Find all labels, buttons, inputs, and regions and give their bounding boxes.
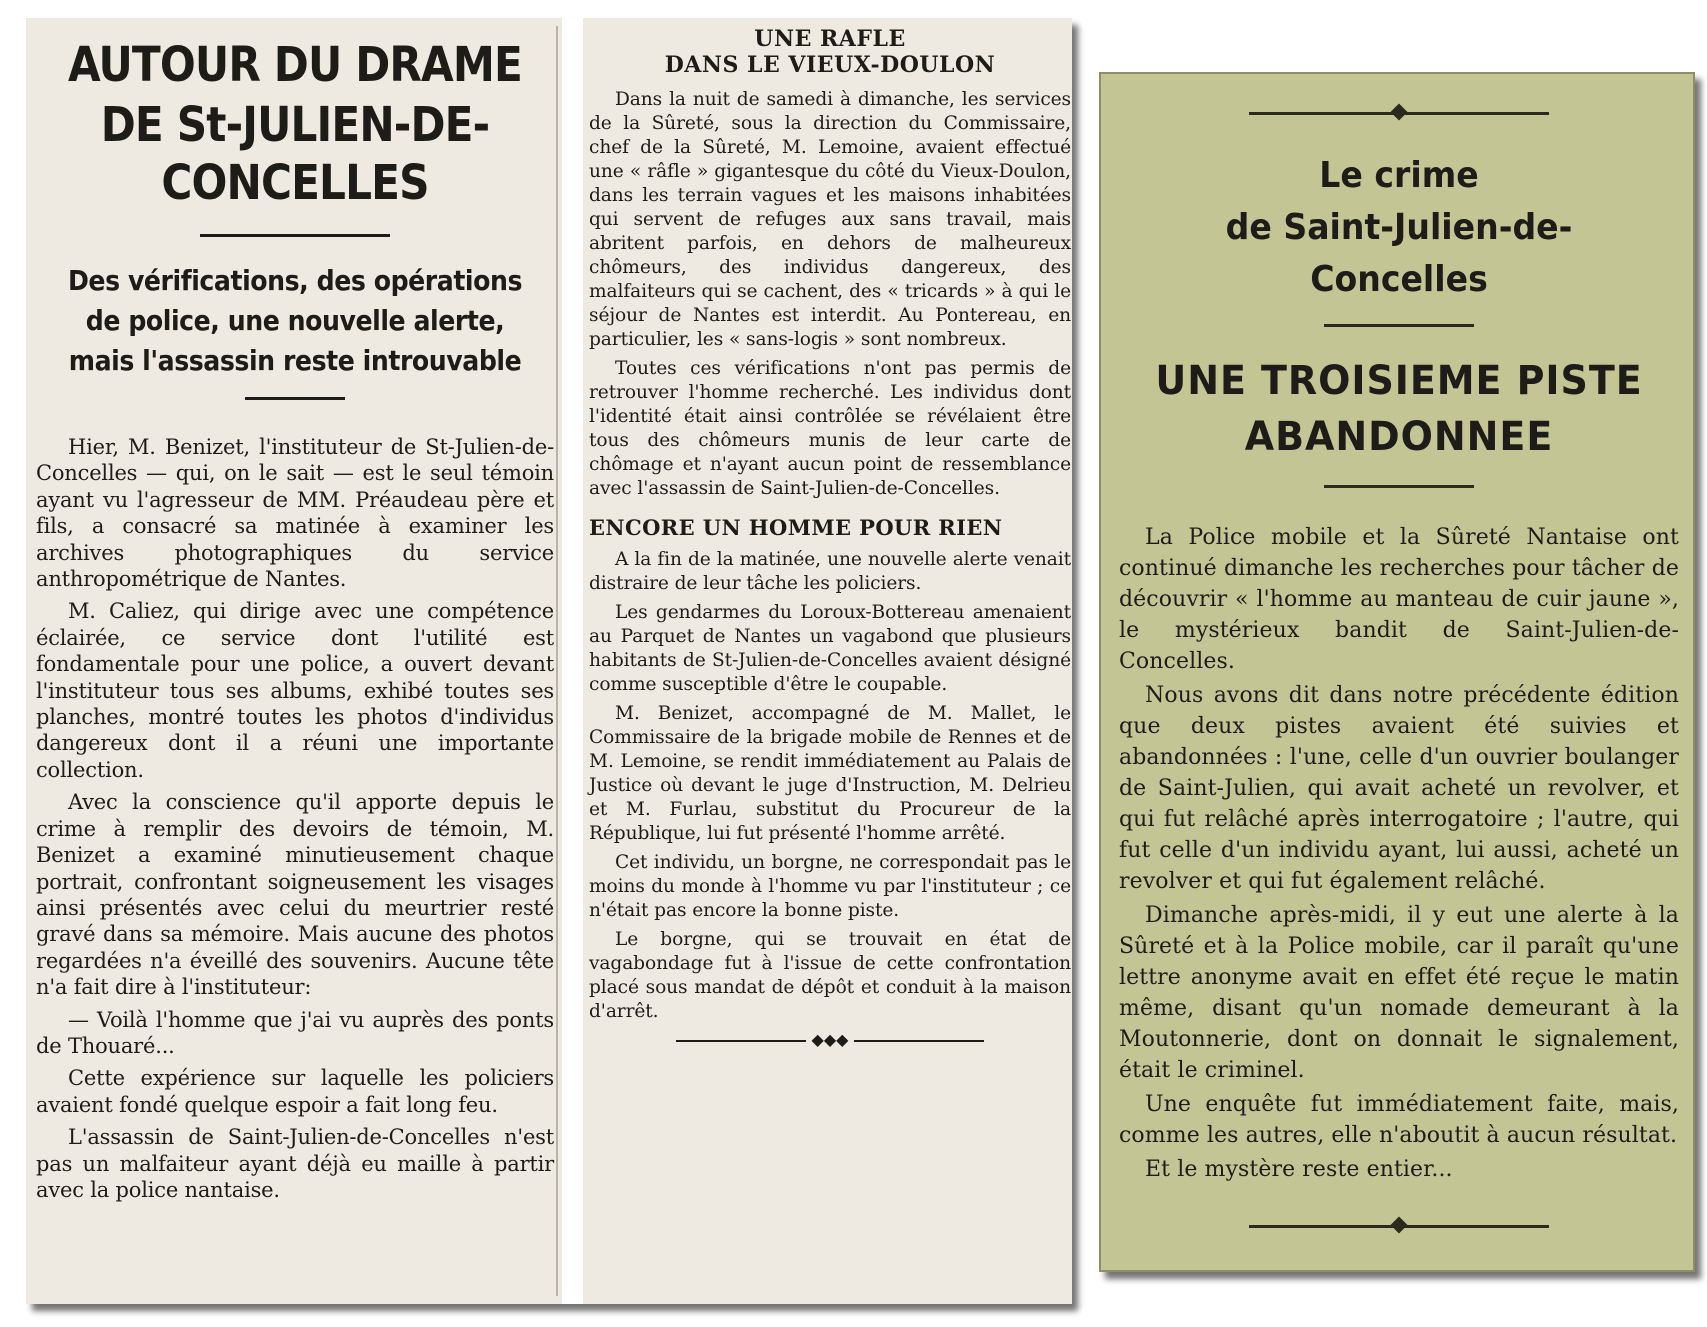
column-gap (562, 18, 583, 1304)
article2-title-line1: UNE RAFLE (754, 26, 906, 52)
article3-paragraph: Dimanche après-midi, il y eut une alerte à la Sûreté et à la Police mobile, car il paraît qu'une lettre anonyme avait en effet été reçue le matin même, disant qu'un nomade demeurant à la Moutonnerie, dont on donnait le signalement, était le criminel. (1119, 903, 1679, 1083)
article2-subhead: ENCORE UN HOMME POUR RIEN (589, 515, 1003, 540)
article2-paragraph: Toutes ces vérifications n'ont pas permis de retrouver l'homme recherché. Les individus dont l'identité était ainsi contrôlée se révélaient être tous des chômeurs munis de leur carte de chômage et n'ayant aucun point de ressemblance avec l'assassin de Saint-Julien-de-Concelles. (589, 358, 1071, 499)
subtitle-rule (245, 397, 345, 400)
end-ornament: ◆◆◆ (589, 1030, 1071, 1049)
article1-subtitle-line3: mais l'assassin reste introuvable (68, 344, 522, 377)
article1-subtitle-line2: de police, une nouvelle alerte, (85, 304, 505, 337)
article2-paragraph: Les gendarmes du Loroux-Bottereau amenaient au Parquet de Nantes un vagabond que plusieurs habitants de St-Julien-de-Concelles avaient désigné comme susceptible d'être le coupable. (589, 602, 1071, 695)
clipping-left (26, 18, 1072, 1304)
article-autour-du-drame (36, 28, 554, 1209)
clipping-right (1099, 72, 1695, 1272)
article2-paragraph: M. Benizet, accompagné de M. Mallet, le Commissaire de la brigade mobile de Rennes et de M. Lemoine, se rendit immédiatement au Palais de Justice où devant le juge d'Instruction, M. Delrieu et M. Furlau, substitut du Procureur de la République, lui fut présenté l'homme arrêté. (589, 703, 1071, 844)
bottom-ornament-rule (1249, 1219, 1549, 1233)
title-rule (1324, 324, 1474, 327)
article2-paragraph: Le borgne, qui se trouvait en état de vagabondage fut à l'issue de cette confrontation placé sous mandat de dépôt et conduit à la maison d'arrêt. (589, 929, 1071, 1022)
article3-headline-line1: UNE TROISIEME PISTE (1155, 358, 1643, 404)
article3-paragraph: La Police mobile et la Sûreté Nantaise ont continué dimanche les recherches pour tâcher de découvrir « l'homme au manteau de cuir jaune », le mystérieux bandit de Saint-Julien-de-Concelles. (1119, 525, 1679, 674)
article3-paragraph: Une enquête fut immédiatement faite, mais, comme les autres, elle n'aboutit à aucun résultat. (1119, 1092, 1679, 1148)
article2-paragraph: Dans la nuit de samedi à dimanche, les services de la Sûreté, sous la direction du Commissaire, chef de la Sûreté, M. Lemoine, avaient effectué une « râfle » gigantesque du côté du Vieux-Doulon, dans les terrain vagues et les maisons inhabitées qui servent de refuges aux sans travail, mais abritent parfois, en dehors de malheureux chômeurs, des individus dangereux, des malfaiteurs qui se cachent, des « tricards » à qui le séjour de Nantes est interdit. Au Pontereau, en particulier, les « sans-logis » sont nombreux. (589, 89, 1071, 350)
article3-headline-line2: ABANDONNEE (1244, 414, 1554, 460)
article1-paragraph: Cette expérience sur laquelle les policiers avaient fondé quelque espoir a fait long feu. (36, 1066, 554, 1117)
top-ornament-rule (1249, 106, 1549, 120)
article1-paragraph: — Voilà l'homme que j'ai vu auprès des ponts de Thouaré... (36, 1007, 554, 1058)
article1-paragraph: M. Caliez, qui dirige avec une compétence éclairée, ce service dont l'utilité est fondamentale pour une police, a ouvert devant l'instituteur tous ses albums, exhibé toutes ses planches, montré toutes les photos d'individus dangereux dont il a réuni une importante collection. (36, 599, 554, 782)
article-une-rafle (589, 26, 1071, 1049)
article3-title-line1: Le crime (1319, 155, 1479, 196)
article2-paragraph: Cet individu, un borgne, ne correspondait pas le moins du monde à l'homme vu par l'instituteur ; ce n'était pas encore la bonne piste. (589, 852, 1071, 921)
article1-paragraph: L'assassin de Saint-Julien-de-Concelles n'est pas un malfaiteur ayant déjà eu maille à partir avec la police nantaise. (36, 1125, 554, 1202)
article1-subtitle-line1: Des vérifications, des opérations (67, 264, 523, 297)
article1-paragraph: Avec la conscience qu'il apporte depuis le crime à remplir des devoirs de témoin, M. Benizet a examiné minutieusement chaque portrait, confrontant soigneusement les visages ainsi présentés avec celui du meurtrier resté gravé dans sa mémoire. Mais aucune des photos regardées n'a éveillé des souvenirs. Aucune tête n'a fait dire à l'instituteur: (36, 790, 554, 1000)
article3-paragraph: Et le mystère reste entier... (1145, 1157, 1453, 1182)
column-divider (556, 26, 558, 1296)
headline-rule (1324, 485, 1474, 488)
article-le-crime (1119, 96, 1679, 1233)
article1-paragraph: Hier, M. Benizet, l'instituteur de St-Julien-de-Concelles — qui, on le sait — est le seul témoin ayant vu l'agresseur de MM. Préaudeau père et fils, a consacré sa matinée à examiner les archives photographiques du service anthropométrique de Nantes. (36, 435, 554, 592)
title-rule (200, 234, 390, 237)
article1-title-line2: DE St-JULIEN-DE-CONCELLES (100, 97, 490, 211)
article3-paragraph: Nous avons dit dans notre précédente édition que deux pistes avaient été suivies et abandonnées : l'une, celle d'un ouvrier boulanger de Saint-Julien, qui avait acheté un revolver, et qui fut relâché après interrogatoire ; l'autre, qui fut celle d'un individu ayant, lui aussi, acheté un revolver et qui fut également relâché. (1119, 683, 1679, 894)
article1-title-line1: AUTOUR DU DRAME (68, 37, 522, 93)
article3-title-line2: de Saint-Julien-de-Concelles (1225, 207, 1573, 300)
article2-paragraph: A la fin de la matinée, une nouvelle alerte venait distraire de leur tâche les policiers. (589, 549, 1071, 594)
article2-title-line2: DANS LE VIEUX-DOULON (664, 52, 996, 78)
